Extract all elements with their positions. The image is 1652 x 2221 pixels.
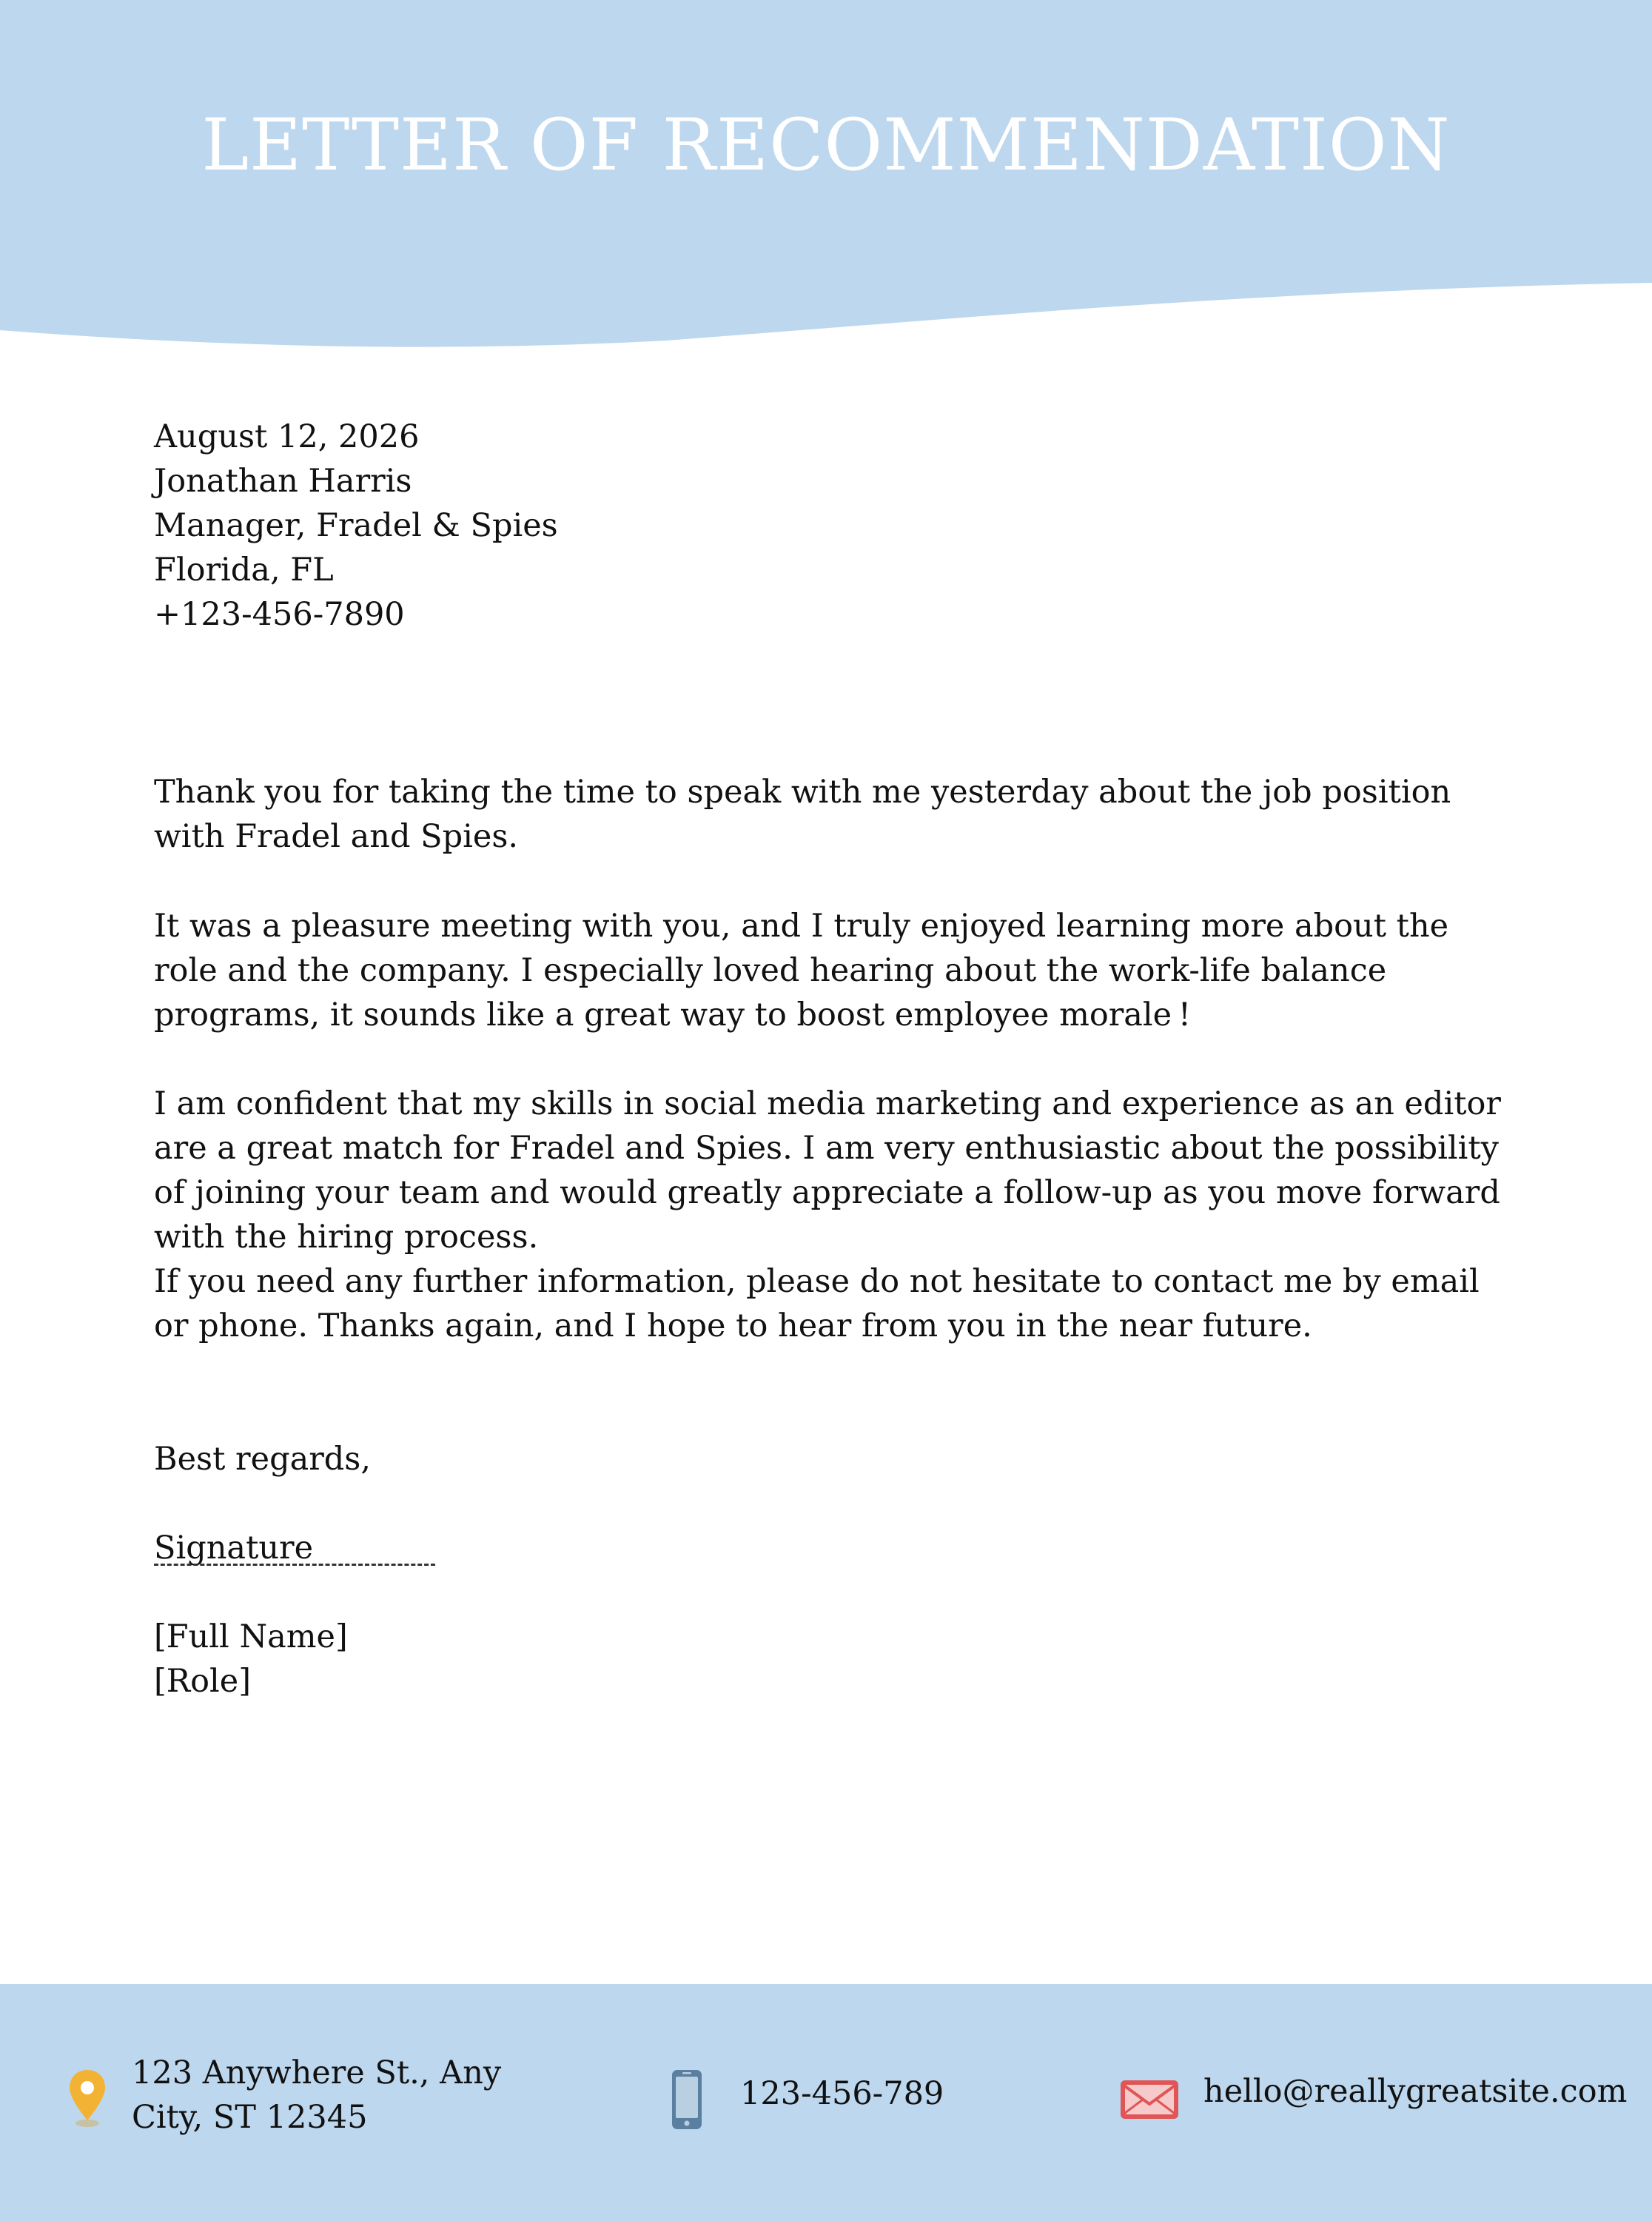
sender-location: Florida, FL [154,552,334,589]
sender-position: Manager, Fradel & Spies [154,507,558,544]
signature-label: Signature [154,1530,314,1567]
closing-salutation: Best regards, [154,1441,372,1478]
footer [0,1984,1652,2221]
envelope-icon [1116,2073,1183,2126]
body-paragraph-1: Thank you for taking the time to speak with me yesterday about the job position with Fradel and Spies. [154,774,1451,855]
letter-date: August 12, 2026 [154,418,420,455]
sender-phone: +123-456-7890 [154,596,405,633]
footer-address-line-1: 123 Anywhere St., Any [132,2054,502,2091]
body-paragraph-3: I am confident that my skills in social media marketing and experience as an editor are a great match for Fradel and Spies. I am very enthusiastic about the possibility of joining your team and would greatly appreciate a follow-up as you move forward with the hiring process. [154,1085,1501,1256]
body-paragraph-2: It was a pleasure meeting with you, and I truly enjoyed learning more about the role and the company. I especially loved hearing about the work-life balance programs, it sounds like a great way to boost employee morale ! [154,908,1449,1034]
body-paragraph-4: If you need any further information, please do not hesitate to contact me by email or phone. Thanks again, and I hope to hear from you in the near future. [154,1263,1480,1344]
footer-email[interactable]: hello@reallygreatsite.com [1203,2073,1628,2110]
footer-address-line-2: City, ST 12345 [132,2099,368,2136]
sender-name: Jonathan Harris [154,463,412,500]
signature-line [154,1564,435,1566]
page-title: LETTER OF RECOMMENDATION [201,104,1451,187]
footer-phone: 123-456-789 [740,2075,944,2112]
closing-role: [Role] [154,1663,252,1700]
mobile-phone-icon [665,2067,709,2134]
location-pin-icon [64,2067,111,2129]
closing-full-name: [Full Name] [154,1618,348,1655]
